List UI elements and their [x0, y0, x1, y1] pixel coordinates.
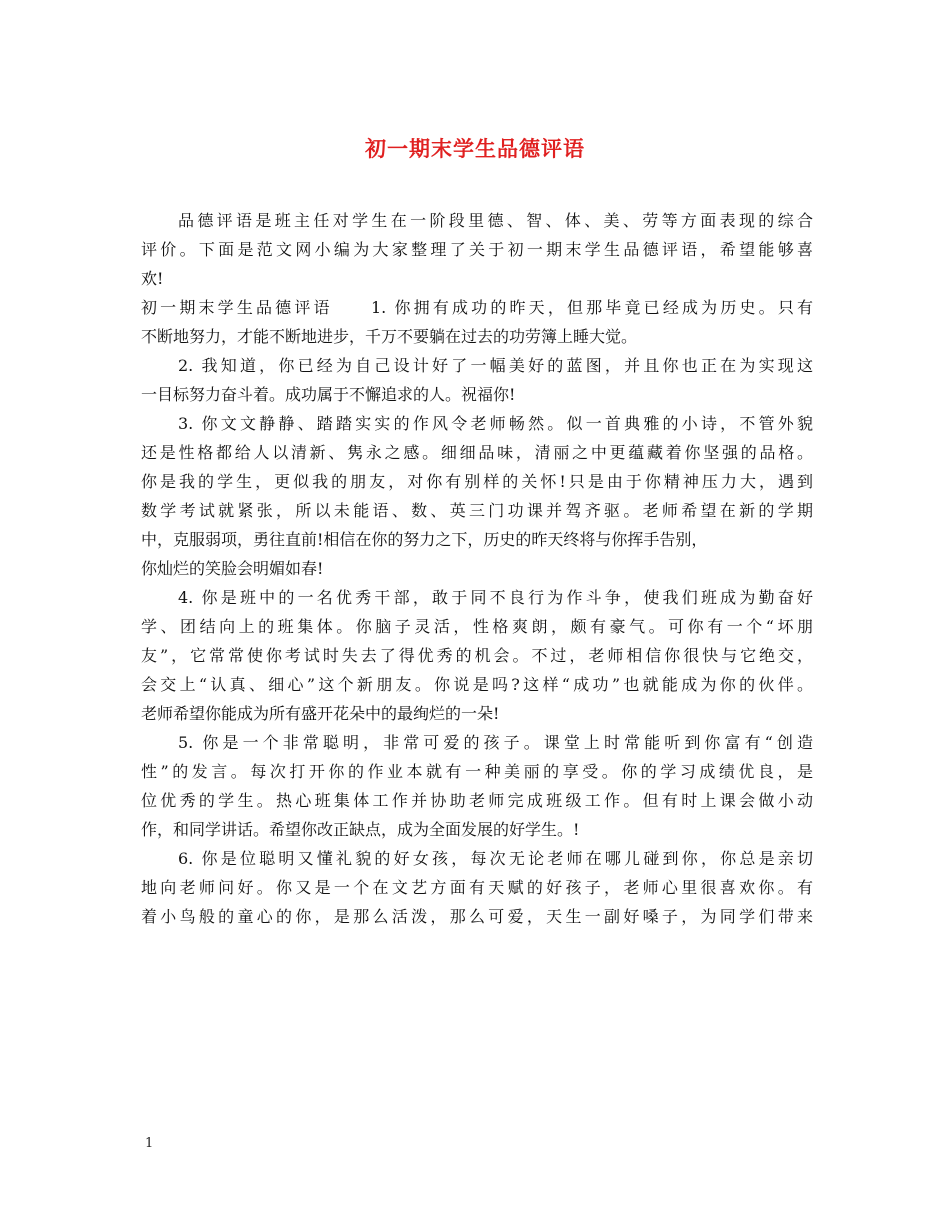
text-line: 地向老师问好。你又是一个在文艺方面有天赋的好孩子，老师心里很喜欢你。有: [141, 878, 813, 897]
text-line: 初一期末学生品德评语 1. 你拥有成功的昨天，但那毕竟已经成为历史。只有: [141, 298, 813, 317]
text-line: 中，克服弱项，勇往直前!相信在你的努力之下，历史的昨天终将与你挥手告别，: [141, 530, 708, 549]
text-line: 6. 你是位聪明又懂礼貌的好女孩，每次无论老师在哪儿碰到你，你总是亲切: [178, 849, 813, 868]
text-line: 你是我的学生，更似我的朋友，对你有别样的关怀!只是由于你精神压力大，遇到: [141, 472, 813, 491]
text-line: 评价。下面是范文网小编为大家整理了关于初一期末学生品德评语，希望能够喜: [141, 240, 813, 259]
document-body: [141, 206, 813, 931]
text-line: 数学考试就紧张，所以未能语、数、英三门功课并驾齐驱。老师希望在新的学期: [141, 501, 813, 520]
text-line: 性”的发言。每次打开你的作业本就有一种美丽的享受。你的学习成绩优良，是: [141, 762, 813, 781]
text-line: 作，和同学讲话。希望你改正缺点，成为全面发展的好学生。!: [141, 820, 580, 839]
text-line: 5. 你是一个非常聪明，非常可爱的孩子。课堂上时常能听到你富有“创造: [178, 733, 813, 752]
text-line: 2. 我知道，你已经为自己设计好了一幅美好的蓝图，并且你也正在为实现这: [178, 356, 813, 375]
text-line: 位优秀的学生。热心班集体工作并协助老师完成班级工作。但有时上课会做小动: [141, 791, 813, 810]
text-line: 不断地努力，才能不断地进步，千万不要躺在过去的功劳簿上睡大觉。: [141, 327, 638, 346]
text-line: 老师希望你能成为所有盛开花朵中的最绚烂的一朵!: [141, 704, 500, 723]
text-line: 学、团结向上的班集体。你脑子灵活，性格爽朗，颇有豪气。可你有一个“坏朋: [141, 617, 813, 636]
text-line: 着小鸟般的童心的你，是那么活泼，那么可爱，天生一副好嗓子，为同学们带来: [141, 907, 813, 926]
text-line: 3. 你文文静静、踏踏实实的作风令老师畅然。似一首典雅的小诗，不管外貌: [178, 414, 813, 433]
text-line: 4. 你是班中的一名优秀干部，敢于同不良行为作斗争，使我们班成为勤奋好: [178, 588, 813, 607]
text-line: 品德评语是班主任对学生在一阶段里德、智、体、美、劳等方面表现的综合: [178, 211, 813, 230]
text-line: 你灿烂的笑脸会明媚如春!: [141, 559, 324, 578]
document-title: 初一期末学生品德评语: [365, 136, 585, 161]
text-line: 一目标努力奋斗着。成功属于不懈追求的人。祝福你!: [141, 385, 516, 404]
text-line: 还是性格都给人以清新、隽永之感。细细品味，清丽之中更蕴藏着你坚强的品格。: [141, 443, 813, 462]
text-line: 友”，它常常使你考试时失去了得优秀的机会。不过，老师相信你很快与它绝交，: [141, 646, 813, 665]
page-number: 1: [145, 1136, 154, 1151]
text-line: 会交上“认真、细心”这个新朋友。你说是吗?这样“成功”也就能成为你的伙伴。: [141, 675, 813, 694]
text-line: 欢!: [141, 269, 164, 288]
